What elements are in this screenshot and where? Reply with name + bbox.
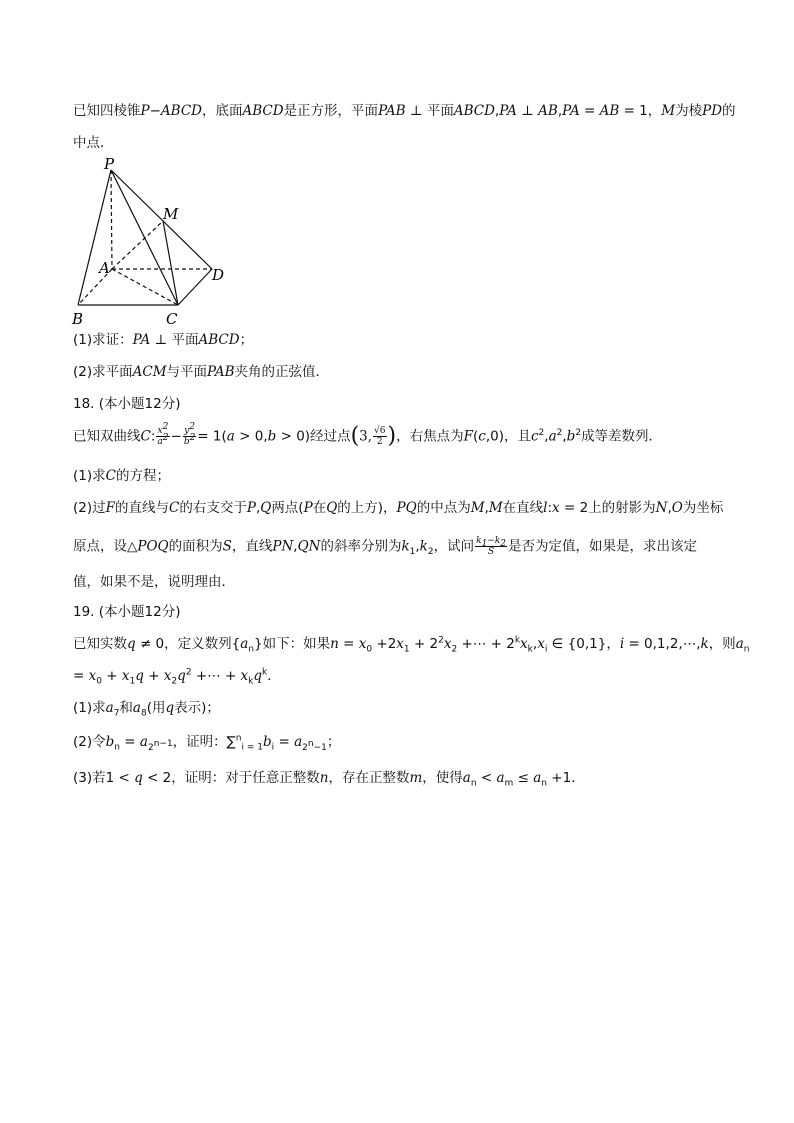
q19-part2: (2)令$b_n = a_{2^{n-1}}$，证明：$\sum^n_{i = 1}b_i = a_{2^n-1}$； [73, 733, 341, 753]
edge-PC [111, 170, 178, 305]
edge-AM [112, 221, 163, 269]
pyramid-figure [66, 154, 236, 330]
q17-intro-line2: 中点． [73, 135, 114, 151]
q17-part1: (1)求证：PA ⊥ 平面ABCD； [73, 332, 254, 348]
q18-header: 18. (本小题12分) [73, 396, 181, 412]
label-B: B [72, 310, 84, 328]
q19-stem-line2: = $x_0 + x_1q + x_2q^2$ +⋯ + $x_kq^k$． [73, 667, 281, 687]
q18-part2-line1: (2)过F的直线与C的右支交于P,Q两点(P在Q的上方)，PQ的中点为M,M在直线l:x = 2上的射影为N,O为坐标 [73, 500, 724, 516]
edge-PA [111, 170, 112, 269]
label-C: C [166, 310, 178, 328]
label-A: A [99, 259, 110, 277]
edge-CD [178, 269, 212, 305]
q19-stem-line1: 已知实数q ≠ 0，定义数列$\{a_n\}$如下：如果$n = x_0 +2x_1 + 2^2x_2$ +⋯ + $2^kx_k,x_i$ ∈ {0,1}，i = 0,1,2,⋯,k，则$a_n$ [73, 635, 750, 655]
q19-header: 19. (本小题12分) [73, 604, 181, 620]
label-D: D [212, 266, 225, 284]
label-M: M [163, 205, 179, 223]
edge-AC [112, 269, 178, 305]
q19-part3: (3)若1 < q < 2，证明：对于任意正整数n，存在正整数m，使得$a_n < a_m \le a_n +1$． [73, 770, 585, 789]
q17-intro-line1: 已知四棱锥P−ABCD，底面ABCD是正方形，平面PAB ⊥ 平面ABCD,PA ⊥ AB,PA = AB = 1，M为棱PD的 [73, 103, 736, 119]
q17-part2: (2)求平面ACM与平面PAB夹角的正弦值． [73, 364, 330, 380]
label-P: P [104, 155, 115, 173]
q18-part2-line2: 原点，设△POQ的面积为S，直线PN,QN的斜率分别为$k_1,k_2$，试问 $\frac{k_1-k_2}{S}$ 是否为定值，如果是，求出该定 [73, 536, 698, 558]
q19-part1: (1)求$a_7$和$a_8$(用q表示)； [73, 700, 220, 719]
edge-PD [111, 170, 212, 269]
edge-PB [78, 170, 111, 305]
q18-part2-line3: 值，如果不是，说明理由． [73, 574, 235, 590]
q18-stem: 已知双曲线C: $\frac{x^2}{a^2}$ − $\frac{y^2}{b^2}$ = 1(a > 0,b > 0)经过点(3, $\frac{√6}{2}$ )，右焦点为F(c,0)，且$c^2,a^2,b^2$成等差数列． [73, 422, 663, 449]
q18-part1: (1)求C的方程； [73, 468, 170, 484]
